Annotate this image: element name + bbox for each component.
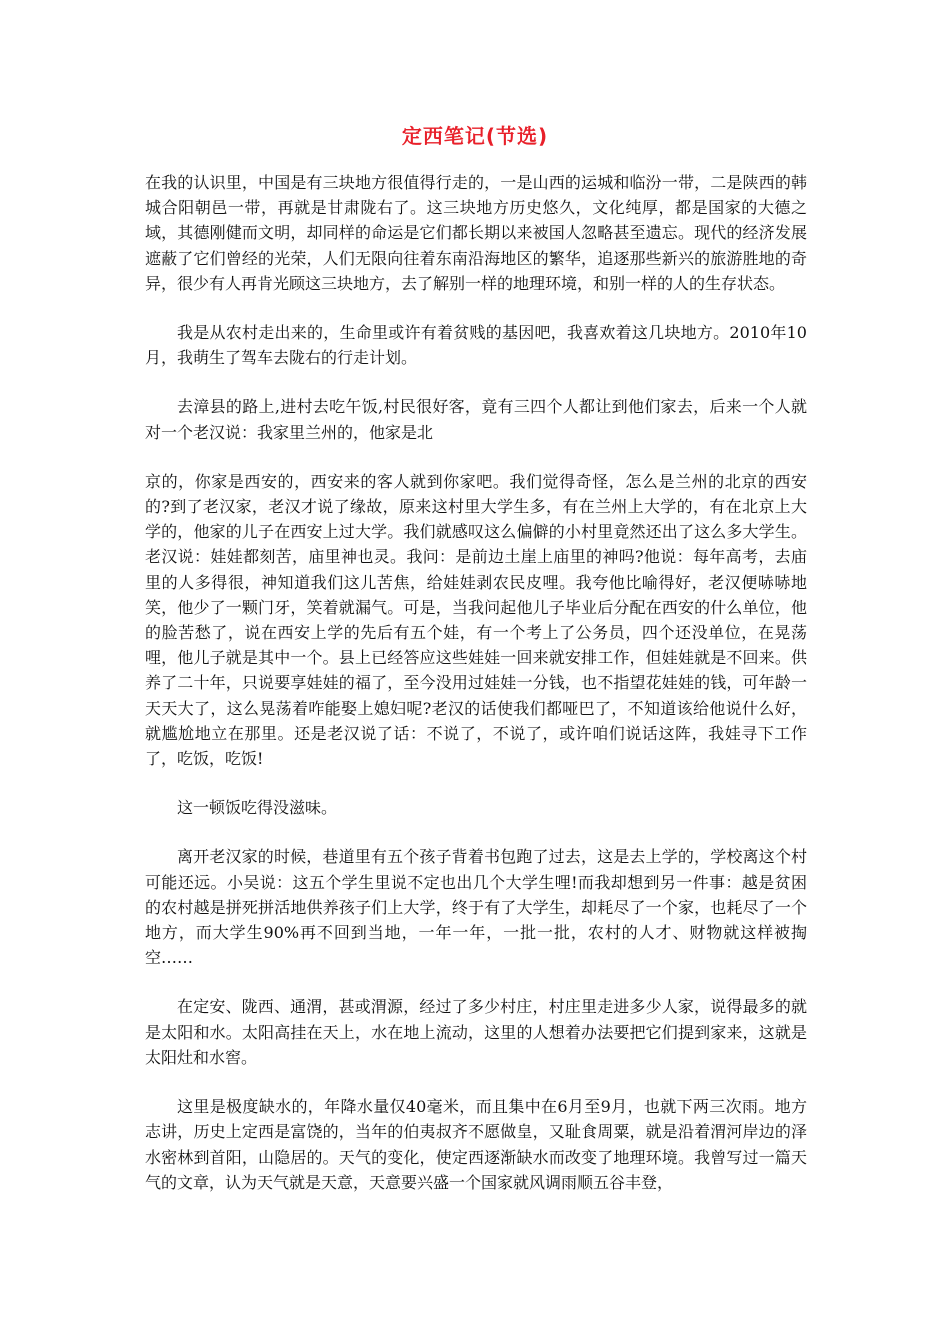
paragraph-8: 这里是极度缺水的，年降水量仅40毫米，而且集中在6月至9月，也就下两三次雨。地方志讲，历史上定西是富饶的，当年的伯夷叔齐不愿做皇，又耻食周粟，就是沿着渭河岸边的泽水密林到首阳，山隐居的。天气的变化，使定西逐渐缺水而改变了地理环境。我曾写过一篇天气的文章，认为天气就是天意，天意要兴盛一个国家就风调雨顺五谷丰登， — [145, 1097, 807, 1192]
document-body — [145, 170, 807, 1219]
paragraph-4: 京的，你家是西安的，西安来的客人就到你家吧。我们觉得奇怪，怎么是兰州的北京的西安的?到了老汉家，老汉才说了缘故，原来这村里大学生多，有在兰州上大学的，有在北京上大学的，他家的儿子在西安上过大学。我们就感叹这么偏僻的小村里竟然还出了这么多大学生。老汉说：娃娃都刻苦，庙里神也灵。我问：是前边土崖上庙里的神吗?他说：每年高考，去庙里的人多得很，神知道我们这儿苦焦，给娃娃剥农民皮哩。我夸他比喻得好，老汉便哧哧地笑，他少了一颗门牙，笑着就漏气。可是，当我问起他儿子毕业后分配在西安的什么单位，他的脸苦愁了，说在西安上学的先后有五个娃，有一个考上了公务员，四个还没单位，在晃荡哩，他儿子就是其中一个。县上已经答应这些娃娃一回来就安排工作，但娃娃就是不回来。供养了二十年，只说要享娃娃的福了，至今没用过娃娃一分钱，也不指望花娃娃的钱，可年龄一天天大了，这么晃荡着咋能娶上媳妇呢?老汉的话使我们都哑巴了，不知道该给他说什么好，就尴尬地立在那里。还是老汉说了话：不说了，不说了，或许咱们说话这阵，我娃寻下工作了，吃饭，吃饭! — [145, 471, 807, 769]
paragraph-3: 去漳县的路上,进村去吃午饭,村民很好客，竟有三四个人都让到他们家去，后来一个人就对一个老汉说：我家里兰州的，他家是北 — [145, 397, 807, 442]
paragraph-2: 我是从农村走出来的，生命里或许有着贫贱的基因吧，我喜欢着这几块地方。2010年10月，我萌生了驾车去陇右的行走计划。 — [145, 323, 807, 368]
paragraph-7: 在定安、陇西、通渭，甚或渭源，经过了多少村庄，村庄里走进多少人家，说得最多的就是太阳和水。太阳高挂在天上，水在地上流动，这里的人想着办法要把它们提到家来，这就是太阳灶和水窖。 — [145, 997, 807, 1067]
paragraph-6: 离开老汉家的时候，巷道里有五个孩子背着书包跑了过去，这是去上学的，学校离这个村可能还远。小吴说：这五个学生里说不定也出几个大学生哩!而我却想到另一件事：越是贫困的农村越是拼死拼活地供养孩子们上大学，终于有了大学生，却耗尽了一个家，也耗尽了一个地方，而大学生90%再不回到当地，一年一年，一批一批，农村的人才、财物就这样被掏空…… — [145, 847, 807, 968]
paragraph-1: 在我的认识里，中国是有三块地方很值得行走的，一是山西的运城和临汾一带，二是陕西的韩城合阳朝邑一带，再就是甘肃陇右了。这三块地方历史悠久，文化纯厚，都是国家的大德之域，其德刚健而文明，却同样的命运是它们都长期以来被国人忽略甚至遗忘。现代的经济发展遮蔽了它们曾经的光荣，人们无限向往着东南沿海地区的繁华，追逐那些新兴的旅游胜地的奇异，很少有人再肯光顾这三块地方，去了解别一样的地理环境，和别一样的人的生存状态。 — [145, 173, 807, 293]
paragraph-5: 这一顿饭吃得没滋味。 — [177, 798, 338, 818]
document-title: 定西笔记(节选) — [401, 124, 549, 148]
